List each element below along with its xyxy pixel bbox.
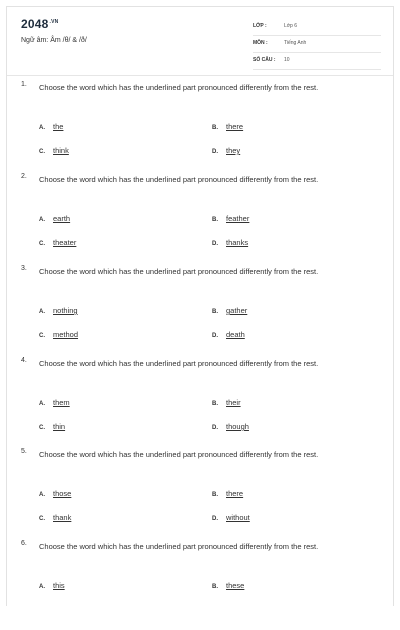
option-d[interactable] <box>212 146 240 155</box>
option-a[interactable] <box>39 306 78 315</box>
option-letter: C. <box>39 333 45 339</box>
option-word: nothing <box>53 306 78 315</box>
option-letter: C. <box>39 241 45 247</box>
option-b[interactable] <box>212 122 243 131</box>
option-a[interactable] <box>39 581 65 590</box>
question-number: 6. <box>21 540 27 547</box>
question-text: Choose the word which has the underlined part pronounced differently from the rest. <box>39 83 319 92</box>
option-word: their <box>226 398 241 407</box>
option-c[interactable] <box>39 238 76 247</box>
option-word: thin <box>53 422 66 431</box>
option-d[interactable] <box>212 238 248 247</box>
option-c[interactable] <box>39 422 65 431</box>
option-c[interactable] <box>39 513 71 522</box>
option-a[interactable] <box>39 214 70 223</box>
option-word: without <box>226 513 250 522</box>
meta-row-count <box>253 53 381 70</box>
option-letter: D. <box>212 425 218 431</box>
option-word: they <box>226 146 241 155</box>
option-word: the <box>53 122 64 131</box>
question-text: Choose the word which has the underlined part pronounced differently from the rest. <box>39 542 319 551</box>
option-word: there <box>226 489 244 498</box>
option-letter: B. <box>212 584 218 590</box>
option-word: death <box>226 330 245 339</box>
option-a[interactable] <box>39 398 70 407</box>
site-logo[interactable] <box>21 17 58 31</box>
option-b[interactable] <box>212 489 243 498</box>
option-word: think <box>53 146 69 155</box>
option-word: these <box>226 581 245 590</box>
question-6 <box>7 540 393 630</box>
option-word: method <box>53 330 79 339</box>
option-word: though <box>226 422 249 431</box>
option-letter: D. <box>212 241 218 247</box>
option-a[interactable] <box>39 489 71 498</box>
option-letter: A. <box>39 309 45 315</box>
question-2 <box>7 173 393 263</box>
option-letter: B. <box>212 309 218 315</box>
option-letter: B. <box>212 217 218 223</box>
option-letter: B. <box>212 492 218 498</box>
option-word: feather <box>226 214 250 223</box>
option-b[interactable] <box>212 581 244 590</box>
option-word: thank <box>53 513 72 522</box>
logo-main: 2048 <box>21 17 49 31</box>
header-divider <box>7 75 393 76</box>
option-b[interactable] <box>212 306 247 315</box>
meta-label: SỐ CÂU : <box>253 57 276 63</box>
question-text: Choose the word which has the underlined part pronounced differently from the rest. <box>39 450 319 459</box>
option-word: this <box>53 581 65 590</box>
meta-table <box>253 19 381 70</box>
logo-suffix: .VN <box>49 19 59 25</box>
option-letter: A. <box>39 492 45 498</box>
option-letter: A. <box>39 584 45 590</box>
option-word: there <box>226 122 244 131</box>
option-letter: D. <box>212 149 218 155</box>
option-word: earth <box>53 214 71 223</box>
option-b[interactable] <box>212 214 249 223</box>
option-word: gather <box>226 306 248 315</box>
meta-row-class <box>253 19 381 36</box>
option-word: them <box>53 398 70 407</box>
question-4 <box>7 357 393 447</box>
question-number: 1. <box>21 81 27 88</box>
question-5 <box>7 448 393 538</box>
question-number: 5. <box>21 448 27 455</box>
meta-label: MÔN : <box>253 40 268 46</box>
option-d[interactable] <box>212 330 245 339</box>
worksheet-page <box>6 6 394 606</box>
option-d[interactable] <box>212 513 250 522</box>
option-letter: D. <box>212 516 218 522</box>
option-letter: D. <box>212 333 218 339</box>
option-letter: A. <box>39 125 45 131</box>
option-word: those <box>53 489 72 498</box>
worksheet-topic: Ngữ âm: Âm /θ/ & /ð/ <box>21 37 87 44</box>
question-1 <box>7 81 393 171</box>
option-letter: B. <box>212 401 218 407</box>
option-letter: C. <box>39 425 45 431</box>
option-a[interactable] <box>39 122 63 131</box>
meta-label: LỚP : <box>253 23 267 29</box>
option-letter: A. <box>39 401 45 407</box>
option-c[interactable] <box>39 330 78 339</box>
option-letter: C. <box>39 149 45 155</box>
option-letter: C. <box>39 516 45 522</box>
option-c[interactable] <box>39 146 69 155</box>
question-3 <box>7 265 393 355</box>
question-number: 3. <box>21 265 27 272</box>
option-letter: B. <box>212 125 218 131</box>
worksheet-header <box>7 7 393 77</box>
option-word: theater <box>53 238 77 247</box>
question-text: Choose the word which has the underlined part pronounced differently from the rest. <box>39 175 319 184</box>
meta-value: Lớp 6 <box>284 23 298 29</box>
question-text: Choose the word which has the underlined part pronounced differently from the rest. <box>39 359 319 368</box>
option-word: thanks <box>226 238 249 247</box>
meta-value: 10 <box>284 57 290 63</box>
question-number: 4. <box>21 357 27 364</box>
meta-row-subject <box>253 36 381 53</box>
option-b[interactable] <box>212 398 241 407</box>
meta-value: Tiếng Anh <box>284 40 307 46</box>
option-d[interactable] <box>212 422 249 431</box>
question-text: Choose the word which has the underlined part pronounced differently from the rest. <box>39 267 319 276</box>
question-number: 2. <box>21 173 27 180</box>
option-letter: A. <box>39 217 45 223</box>
